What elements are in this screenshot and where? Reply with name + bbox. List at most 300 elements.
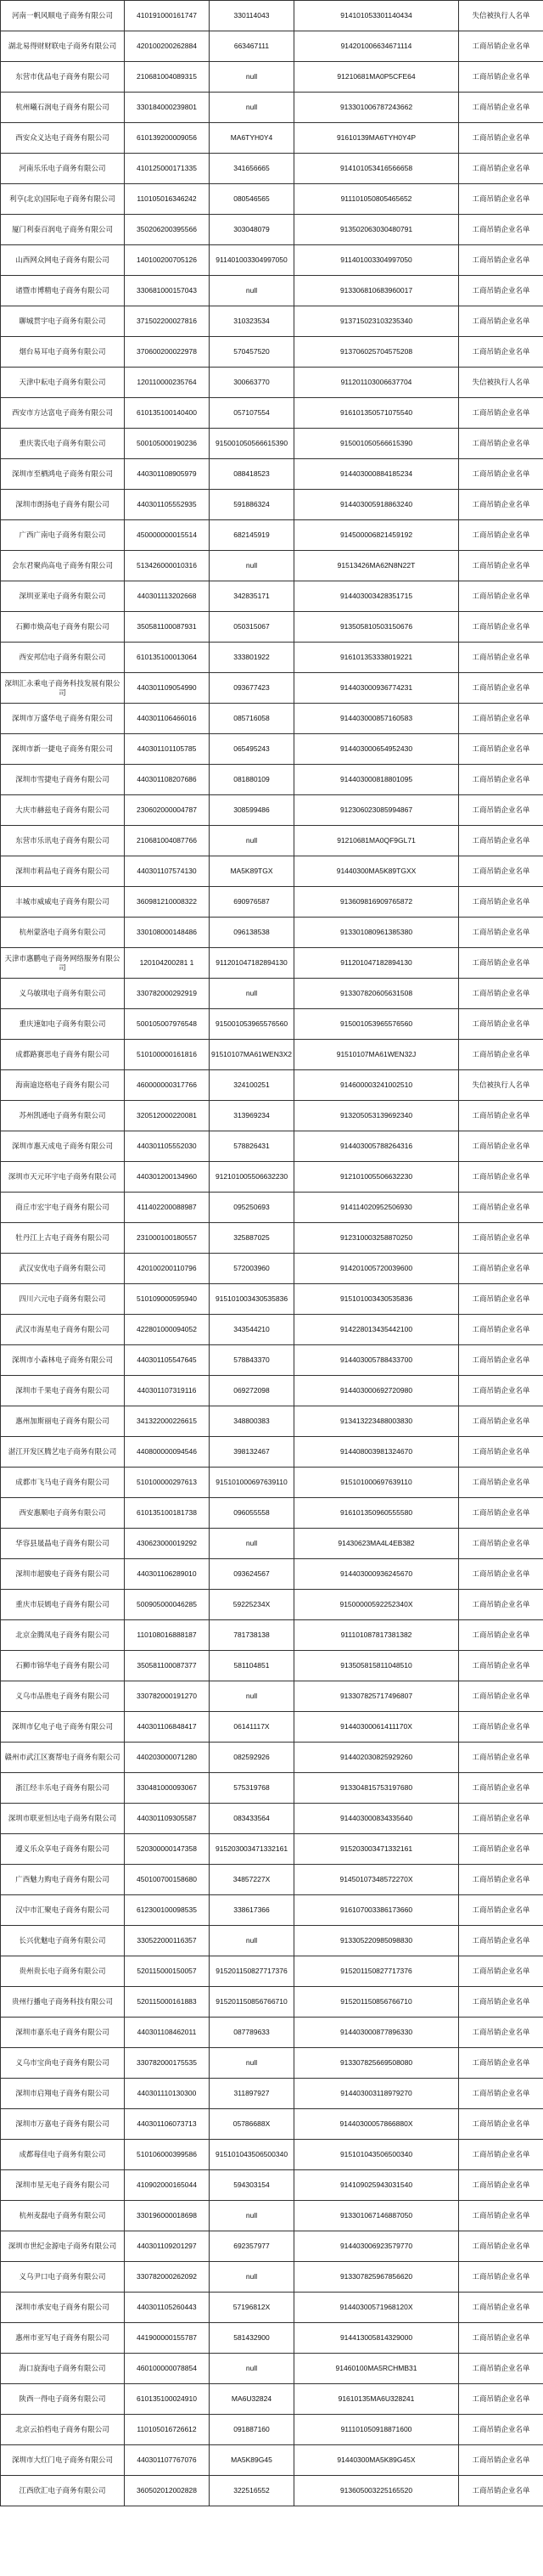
table-row [1,368,543,398]
organization-code-cell: 912101005506632230 [210,1162,294,1193]
company-name-cell: 深圳市联亚恒达电子商务有限公司 [1,1804,125,1834]
organization-code-cell: 096055558 [210,1498,294,1529]
registration-number-cell: 320512000220081 [125,1101,210,1131]
company-name-cell: 赣州市武江区赛帮电子商务有限公司 [1,1743,125,1773]
list-type-cell: 工商吊销企业名单 [459,948,543,979]
table-row [1,184,543,215]
list-type-cell: 失信被执行人名单 [459,1070,543,1101]
organization-code-cell: 663467111 [210,31,294,62]
registration-number-cell: 450000000015514 [125,520,210,551]
organization-code-cell: 083433564 [210,1804,294,1834]
credit-code-cell: 914403000692720980 [294,1376,459,1406]
registration-number-cell: 420100200262884 [125,31,210,62]
company-name-cell: 杭州麦磊电子商务有限公司 [1,2201,125,2231]
organization-code-cell: 581432900 [210,2323,294,2354]
organization-code-cell: 594303154 [210,2170,294,2201]
organization-code-cell: 069272098 [210,1376,294,1406]
company-name-cell: 山西网众网电子商务有限公司 [1,245,125,276]
list-type-cell: 工商吊销企业名单 [459,154,543,184]
registration-number-cell: 510100000161816 [125,1040,210,1070]
organization-code-cell: 087789633 [210,2018,294,2048]
table-row [1,948,543,979]
credit-code-cell: 914500006821459192 [294,520,459,551]
organization-code-cell: null [210,2354,294,2384]
registration-number-cell: 330481000093067 [125,1773,210,1804]
company-name-cell: 深圳市承安电子商务有限公司 [1,2293,125,2323]
credit-code-cell: 914403000936774231 [294,673,459,704]
organization-code-cell: 311897927 [210,2079,294,2109]
list-type-cell: 工商吊销企业名单 [459,2384,543,2415]
table-row [1,215,543,245]
organization-code-cell: 591886324 [210,490,294,520]
registration-number-cell: 231000100180557 [125,1223,210,1254]
credit-code-cell: 914403000857160583 [294,704,459,734]
registration-number-cell: 440301109201297 [125,2231,210,2262]
registration-number-cell: 110105016726612 [125,2415,210,2445]
organization-code-cell: 325887025 [210,1223,294,1254]
company-name-cell: 贵州贵长电子商务有限公司 [1,1956,125,1987]
company-name-cell: 深圳市星无电子商务有限公司 [1,2170,125,2201]
table-row [1,276,543,306]
list-type-cell: 工商吊销企业名单 [459,1468,543,1498]
table-row [1,2384,543,2415]
organization-code-cell: 915001050566615390 [210,429,294,459]
organization-code-cell: null [210,2048,294,2079]
company-name-cell: 重庆速如电子商务有限公司 [1,1009,125,1040]
organization-code-cell: null [210,826,294,856]
table-row [1,612,543,643]
company-name-cell: 深圳市万盛华电子商务有限公司 [1,704,125,734]
credit-code-cell: 913205053139692340 [294,1101,459,1131]
organization-code-cell: 308599486 [210,795,294,826]
table-row [1,1895,543,1926]
registration-number-cell: 440301107319116 [125,1376,210,1406]
registration-number-cell: 350206200395566 [125,215,210,245]
credit-code-cell: 914403006923579770 [294,2231,459,2262]
credit-code-cell: 914114020952506930 [294,1193,459,1223]
list-type-cell: 工商吊销企业名单 [459,2445,543,2476]
registration-number-cell: 350581100087377 [125,1651,210,1681]
company-name-cell: 石狮市锦华电子商务有限公司 [1,1651,125,1681]
list-type-cell: 工商吊销企业名单 [459,1681,543,1712]
company-name-cell: 商丘市宏宇电子商务有限公司 [1,1193,125,1223]
list-type-cell: 工商吊销企业名单 [459,2048,543,2079]
registration-number-cell: 410191000161747 [125,1,210,31]
credit-code-cell: 912101005506632230 [294,1162,459,1193]
table-row [1,704,543,734]
credit-code-cell: 914201005720039600 [294,1254,459,1284]
credit-code-cell: 913609816909765872 [294,887,459,918]
table-row [1,1865,543,1895]
list-type-cell: 工商吊销企业名单 [459,1131,543,1162]
list-type-cell: 工商吊销企业名单 [459,979,543,1009]
credit-code-cell: 91440300061411170X [294,1712,459,1743]
company-name-cell: 深圳市万嘉电子商务有限公司 [1,2109,125,2140]
organization-code-cell: 57196812X [210,2293,294,2323]
organization-code-cell: 091887160 [210,2415,294,2445]
credit-code-cell: 914600003241002510 [294,1070,459,1101]
organization-code-cell: 915201150827717376 [210,1956,294,1987]
registration-number-cell: 330196000018698 [125,2201,210,2231]
list-type-cell: 工商吊销企业名单 [459,2170,543,2201]
registration-number-cell: 460000000317766 [125,1070,210,1101]
table-row [1,2415,543,2445]
company-name-cell: 西安惠顺电子商务有限公司 [1,1498,125,1529]
company-name-cell: 东营市优品电子商务有限公司 [1,62,125,93]
table-row [1,398,543,429]
list-type-cell: 失信被执行人名单 [459,1,543,31]
registration-number-cell: 230602000004787 [125,795,210,826]
organization-code-cell: null [210,93,294,123]
organization-code-cell: 91510107MA61WEN3X2 [210,1040,294,1070]
credit-code-cell: 916101353338019221 [294,643,459,673]
company-name-cell: 深圳汇永乘电子商务科技发展有限公司 [1,673,125,704]
company-name-cell: 诸暨市博精电子商务有限公司 [1,276,125,306]
table-row [1,1193,543,1223]
list-type-cell: 工商吊销企业名单 [459,795,543,826]
registration-number-cell: 520300000147358 [125,1834,210,1865]
table-row [1,1926,543,1956]
list-type-cell: 工商吊销企业名单 [459,2109,543,2140]
organization-code-cell: 322516552 [210,2476,294,2506]
list-type-cell: 工商吊销企业名单 [459,1590,543,1620]
organization-code-cell: 313969234 [210,1101,294,1131]
organization-code-cell: 34857227X [210,1865,294,1895]
list-type-cell: 工商吊销企业名单 [459,551,543,581]
registration-number-cell: 410125000171335 [125,154,210,184]
table-row [1,2170,543,2201]
registration-number-cell: 520115000161883 [125,1987,210,2018]
organization-code-cell: MA5K89TGX [210,856,294,887]
organization-code-cell: 911201047182894130 [210,948,294,979]
table-row [1,643,543,673]
list-type-cell: 工商吊销企业名单 [459,1009,543,1040]
registration-number-cell: 330782000262092 [125,2262,210,2293]
credit-code-cell: 916101350960555580 [294,1498,459,1529]
credit-code-cell: 914228013435442100 [294,1315,459,1345]
company-name-cell: 深圳市世纪金源电子商务有限公司 [1,2231,125,2262]
table-row [1,1315,543,1345]
list-type-cell: 工商吊销企业名单 [459,1284,543,1315]
table-row [1,1529,543,1559]
organization-code-cell: null [210,2262,294,2293]
credit-code-cell: 911101050918871600 [294,2415,459,2445]
company-name-cell: 广西魅力购电子商务有限公司 [1,1865,125,1895]
list-type-cell: 工商吊销企业名单 [459,2018,543,2048]
table-row [1,1131,543,1162]
credit-code-cell: 913306810683960017 [294,276,459,306]
table-row [1,1101,543,1131]
company-name-cell: 西安邦信电子商务有限公司 [1,643,125,673]
registration-number-cell: 120104200281 1 [125,948,210,979]
organization-code-cell: 057107554 [210,398,294,429]
list-type-cell: 工商吊销企业名单 [459,1743,543,1773]
credit-code-cell: 913505815811048510 [294,1651,459,1681]
company-name-cell: 惠州市亚写电子商务有限公司 [1,2323,125,2354]
registration-number-cell: 460100000078854 [125,2354,210,2384]
list-type-cell: 工商吊销企业名单 [459,1040,543,1070]
registration-number-cell: 440301200134960 [125,1162,210,1193]
registration-number-cell: 440301113202668 [125,581,210,612]
company-name-cell: 浙江经丰乐电子商务有限公司 [1,1773,125,1804]
table-row [1,1468,543,1498]
company-name-cell: 丰城市威威电子商务有限公司 [1,887,125,918]
credit-code-cell: 91510107MA61WEN32J [294,1040,459,1070]
registration-number-cell: 440301105552030 [125,1131,210,1162]
credit-code-cell: 911101087817381382 [294,1620,459,1651]
list-type-cell: 工商吊销企业名单 [459,2231,543,2262]
table-row [1,1162,543,1193]
table-row [1,2231,543,2262]
registration-number-cell: 420100200110796 [125,1254,210,1284]
organization-code-cell: null [210,62,294,93]
company-name-cell: 深圳市雪捷电子商务有限公司 [1,765,125,795]
registration-number-cell: 440301106466016 [125,704,210,734]
registration-number-cell: 440203000071280 [125,1743,210,1773]
credit-code-cell: 913307820605631508 [294,979,459,1009]
credit-code-cell: 914403000877896330 [294,2018,459,2048]
list-type-cell: 工商吊销企业名单 [459,1895,543,1926]
organization-code-cell: 341656665 [210,154,294,184]
registration-number-cell: 370600200022978 [125,337,210,368]
registration-number-cell: 610139200009056 [125,123,210,154]
list-type-cell: 工商吊销企业名单 [459,1926,543,1956]
credit-code-cell: 91210681MA0QF9GL71 [294,826,459,856]
credit-code-cell: 914402030825929260 [294,1743,459,1773]
company-name-cell: 北京云拍档电子商务有限公司 [1,2415,125,2445]
list-type-cell: 工商吊销企业名单 [459,734,543,765]
list-type-cell: 工商吊销企业名单 [459,1345,543,1376]
registration-number-cell: 330522000116357 [125,1926,210,1956]
company-name-cell: 陕西一得电子商务有限公司 [1,2384,125,2415]
credit-code-cell: 915101003430535836 [294,1284,459,1315]
table-row [1,2079,543,2109]
company-name-cell: 贵州行播电子商务科技有限公司 [1,1987,125,2018]
list-type-cell: 工商吊销企业名单 [459,2201,543,2231]
company-name-cell: 苏州凯通电子商务有限公司 [1,1101,125,1131]
list-type-cell: 工商吊销企业名单 [459,826,543,856]
table-row [1,1498,543,1529]
list-type-cell: 工商吊销企业名单 [459,215,543,245]
table-row [1,1681,543,1712]
organization-code-cell: 080546565 [210,184,294,215]
table-row [1,62,543,93]
table-row [1,1254,543,1284]
registration-number-cell: 440301106073713 [125,2109,210,2140]
organization-code-cell: null [210,2201,294,2231]
company-name-cell: 深圳亚莱电子商务有限公司 [1,581,125,612]
table-row [1,1987,543,2018]
list-type-cell: 工商吊销企业名单 [459,2323,543,2354]
credit-code-cell: 911201047182894130 [294,948,459,979]
company-name-cell: 石狮市焕高电子商务有限公司 [1,612,125,643]
company-name-cell: 天津中耘电子商务有限公司 [1,368,125,398]
company-name-cell: 杭州蒙洛电子商务有限公司 [1,918,125,948]
table-row [1,2109,543,2140]
table-row [1,2018,543,2048]
list-type-cell: 工商吊销企业名单 [459,93,543,123]
registration-number-cell: 440301105260443 [125,2293,210,2323]
organization-code-cell: 093677423 [210,673,294,704]
company-name-cell: 大庆市赫兹电子商务有限公司 [1,795,125,826]
credit-code-cell: 911101050805465652 [294,184,459,215]
credit-code-cell: 914403000936245670 [294,1559,459,1590]
table-row [1,673,543,704]
list-type-cell: 工商吊销企业名单 [459,1223,543,1254]
organization-code-cell: 065495243 [210,734,294,765]
company-name-cell: 牡丹江上古电子商务有限公司 [1,1223,125,1254]
credit-code-cell: 914101053301140434 [294,1,459,31]
registration-number-cell: 510109000595940 [125,1284,210,1315]
table-row [1,337,543,368]
company-name-cell: 东营市乐讯电子商务有限公司 [1,826,125,856]
registration-number-cell: 440301109305587 [125,1804,210,1834]
credit-code-cell: 913715023103235340 [294,306,459,337]
table-row [1,2201,543,2231]
credit-code-cell: 914403000834335640 [294,1804,459,1834]
registration-number-cell: 441900000155787 [125,2323,210,2354]
table-row [1,154,543,184]
list-type-cell: 工商吊销企业名单 [459,1620,543,1651]
company-name-cell: 义乌市宝尚电子商务有限公司 [1,2048,125,2079]
table-row [1,1406,543,1437]
list-type-cell: 工商吊销企业名单 [459,2476,543,2506]
organization-code-cell: 096138538 [210,918,294,948]
list-type-cell: 失信被执行人名单 [459,368,543,398]
registration-number-cell: 411402200088987 [125,1193,210,1223]
list-type-cell: 工商吊销企业名单 [459,1773,543,1804]
registration-number-cell: 360981210008322 [125,887,210,918]
table-row [1,2445,543,2476]
credit-code-cell: 915203003471332161 [294,1834,459,1865]
organization-code-cell: 348800383 [210,1406,294,1437]
registration-number-cell: 110105016346242 [125,184,210,215]
registration-number-cell: 330184000239801 [125,93,210,123]
company-name-cell: 成都莓佳电子商务有限公司 [1,2140,125,2170]
registration-number-cell: 440301108462011 [125,2018,210,2048]
table-row [1,429,543,459]
credit-code-cell: 91440300571968120X [294,2293,459,2323]
credit-code-cell: 913307825717496807 [294,1681,459,1712]
credit-code-cell: 915201150827717376 [294,1956,459,1987]
registration-number-cell: 510106000399586 [125,2140,210,2170]
list-type-cell: 工商吊销企业名单 [459,184,543,215]
registration-number-cell: 341322000226615 [125,1406,210,1437]
company-name-cell: 华容县晟晶电子商务有限公司 [1,1529,125,1559]
registration-number-cell: 440301107767076 [125,2445,210,2476]
table-row [1,520,543,551]
credit-code-cell: 914403000818801095 [294,765,459,795]
list-type-cell: 工商吊销企业名单 [459,765,543,795]
registration-number-cell: 440800000094546 [125,1437,210,1468]
table-row [1,551,543,581]
registration-number-cell: 520115000150057 [125,1956,210,1987]
credit-code-cell: 913301006787243662 [294,93,459,123]
company-name-cell: 聊城贯宇电子商务有限公司 [1,306,125,337]
company-name-cell: 义乌敏琪电子商务有限公司 [1,979,125,1009]
organization-code-cell: 578843370 [210,1345,294,1376]
credit-code-cell: 91610139MA6TYH0Y4P [294,123,459,154]
table-row [1,1376,543,1406]
list-type-cell: 工商吊销企业名单 [459,276,543,306]
organization-code-cell: 575319768 [210,1773,294,1804]
table-row [1,31,543,62]
list-type-cell: 工商吊销企业名单 [459,2293,543,2323]
company-name-cell: 深圳市莉品电子商务有限公司 [1,856,125,887]
organization-code-cell: 572003960 [210,1254,294,1284]
table-row [1,1284,543,1315]
credit-code-cell: 912310003258870250 [294,1223,459,1254]
company-name-cell: 成都路赛思电子商务有限公司 [1,1040,125,1070]
table-row [1,1040,543,1070]
organization-code-cell: 682145919 [210,520,294,551]
organization-code-cell: 095250693 [210,1193,294,1223]
company-name-cell: 重庆裴氏电子商务有限公司 [1,429,125,459]
table-row [1,2140,543,2170]
company-name-cell: 深圳市惠天成电子商务有限公司 [1,1131,125,1162]
registration-number-cell: 440301110130300 [125,2079,210,2109]
company-name-cell: 杭州曦石润电子商务有限公司 [1,93,125,123]
list-type-cell: 工商吊销企业名单 [459,1437,543,1468]
list-type-cell: 工商吊销企业名单 [459,1315,543,1345]
credit-code-cell: 913307825669508080 [294,2048,459,2079]
credit-code-cell: 914403003428351715 [294,581,459,612]
credit-code-cell: 911401003304997050 [294,245,459,276]
list-type-cell: 工商吊销企业名单 [459,1804,543,1834]
company-name-cell: 义乌尹口电子商务有限公司 [1,2262,125,2293]
organization-code-cell: 310323534 [210,306,294,337]
list-type-cell: 工商吊销企业名单 [459,1712,543,1743]
list-type-cell: 工商吊销企业名单 [459,1254,543,1284]
organization-code-cell: 578826431 [210,1131,294,1162]
credit-code-cell: 914403000884185234 [294,459,459,490]
list-type-cell: 工商吊销企业名单 [459,2079,543,2109]
list-type-cell: 工商吊销企业名单 [459,1956,543,1987]
registration-number-cell: 450100700158680 [125,1865,210,1895]
company-name-cell: 河南一帆风顺电子商务有限公司 [1,1,125,31]
company-name-cell: 成都市飞马电子商务有限公司 [1,1468,125,1498]
table-row [1,918,543,948]
registration-number-cell: 330782000175535 [125,2048,210,2079]
list-type-cell: 工商吊销企业名单 [459,459,543,490]
company-name-cell: 厦门利泰百润电子商务有限公司 [1,215,125,245]
organization-code-cell: null [210,551,294,581]
organization-code-cell: 915001053965576560 [210,1009,294,1040]
credit-code-cell: 91500000592252340X [294,1590,459,1620]
company-name-cell: 广西广南电子商务有限公司 [1,520,125,551]
company-name-cell: 海南逾迩格电子商务有限公司 [1,1070,125,1101]
credit-code-cell: 914413005814329000 [294,2323,459,2354]
credit-code-cell: 91440300MA5K89G45X [294,2445,459,2476]
list-type-cell: 工商吊销企业名单 [459,398,543,429]
table-row [1,459,543,490]
company-name-cell: 会东君聚尚高电子商务有限公司 [1,551,125,581]
list-type-cell: 工商吊销企业名单 [459,856,543,887]
registration-number-cell: 513426000010316 [125,551,210,581]
list-type-cell: 工商吊销企业名单 [459,1865,543,1895]
registration-number-cell: 140100200705126 [125,245,210,276]
organization-code-cell: 338617366 [210,1895,294,1926]
registration-number-cell: 500105000190236 [125,429,210,459]
organization-code-cell: 324100251 [210,1070,294,1101]
credit-code-cell: 913502063030480791 [294,215,459,245]
credit-code-cell: 91460100MA5RCHMB31 [294,2354,459,2384]
organization-code-cell: null [210,979,294,1009]
credit-code-cell: 916101350571075540 [294,398,459,429]
table-row [1,1009,543,1040]
registration-number-cell: 440301108207686 [125,765,210,795]
list-type-cell: 工商吊销企业名单 [459,1376,543,1406]
